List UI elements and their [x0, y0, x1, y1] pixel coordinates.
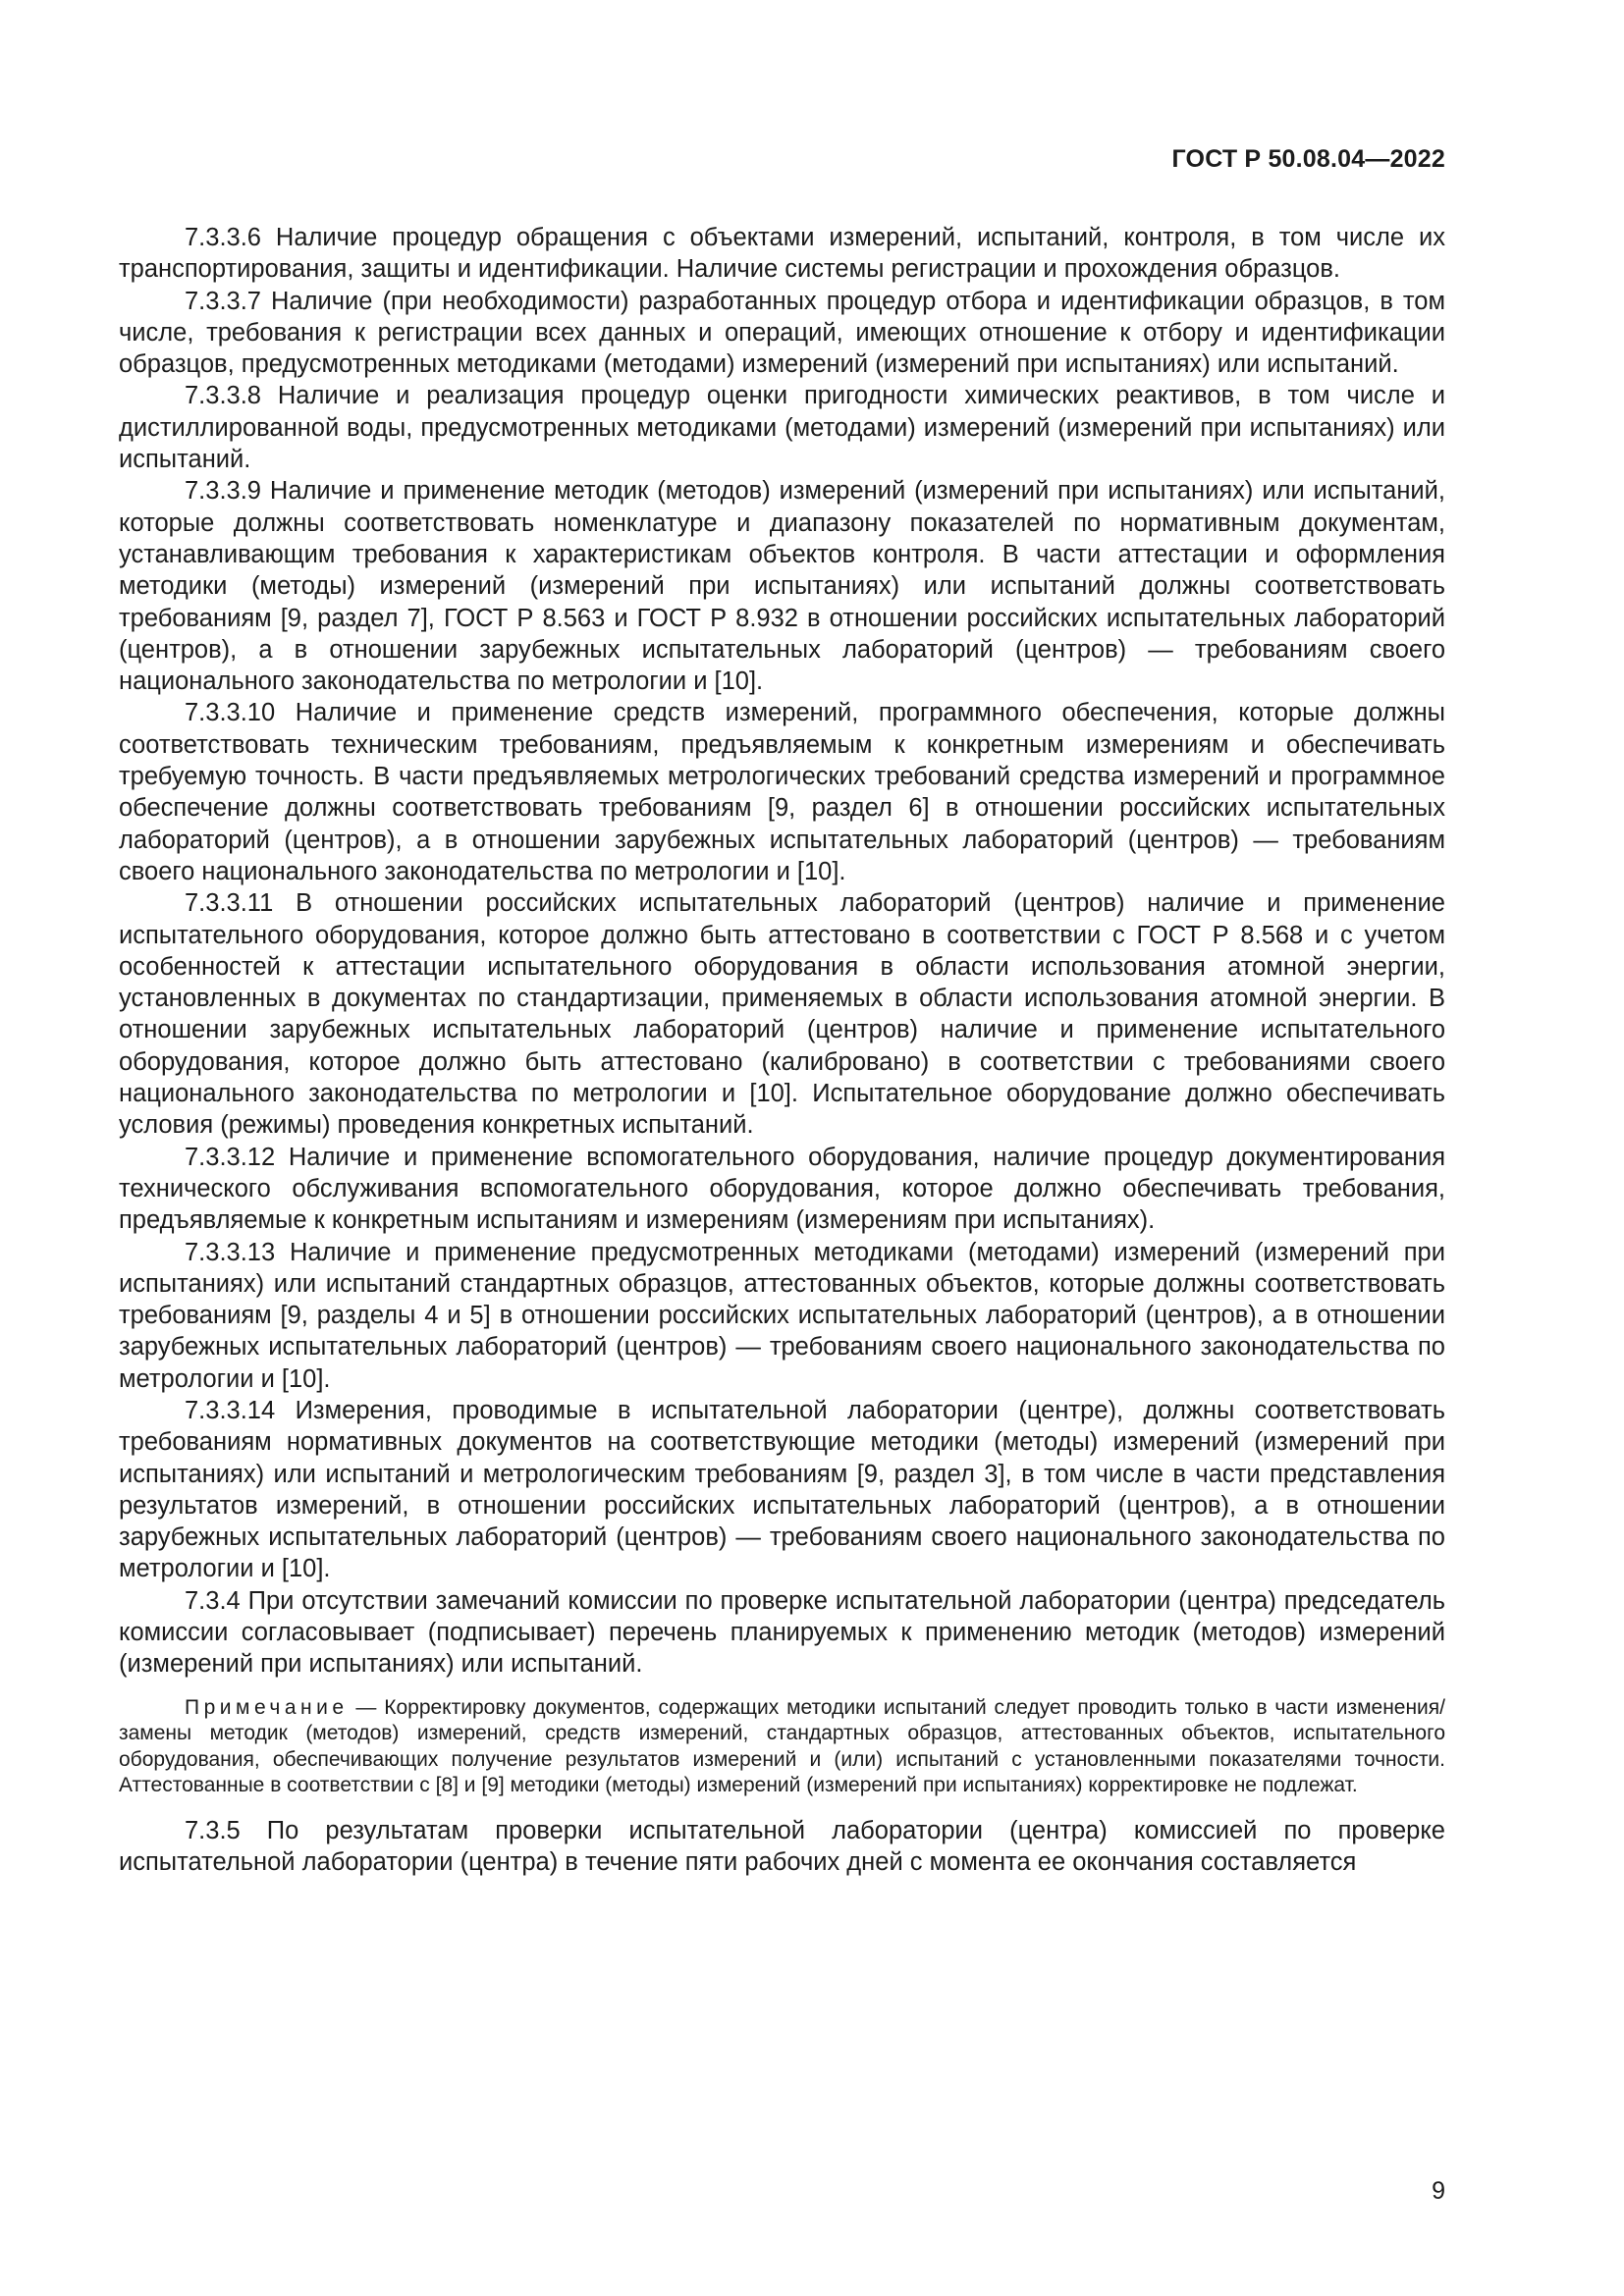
clause-7-3-5: 7.3.5 По результатам проверки испытательной лаборатории (центра) комиссией по проверке испытательной лаборатории (центра) в течение пяти рабочих дней с момента ее окончания составляется: [119, 1816, 1445, 1876]
note-label: Примечание: [185, 1695, 349, 1719]
note-text: — Корректировку документов, содержащих методики испытаний следует проводить только в части изменения/замены методик (методов) измерений, средств измерений, стандартных образцов, аттестованных объектов, испытательного оборудования, обеспечивающих получение результатов измерений и (или) испытаний с установленными показателями точности. Аттестованные в соответствии с [8] и [9] методики (методы) измерений (измерений при испытаниях) корректировке не подлежат.: [119, 1695, 1445, 1797]
document-header: ГОСТ Р 50.08.04—2022: [1171, 145, 1445, 173]
clause-7-3-3-7: 7.3.3.7 Наличие (при необходимости) разработанных процедур отбора и идентификации образцов, в том числе, требования к регистрации всех данных и операций, имеющих отношение к отбору и идентификации образцов, предусмотренных методиками (методами) измерений (измерений при испытаниях) или испытаний.: [119, 287, 1445, 379]
note: [119, 1695, 1445, 1799]
clause-7-3-4: 7.3.4 При отсутствии замечаний комиссии по проверке испытательной лаборатории (центра) председатель комиссии согласовывает (подписывает) перечень планируемых к применению методик (методов) измерений (измерений при испытаниях) или испытаний.: [119, 1586, 1445, 1679]
clause-7-3-3-14: 7.3.3.14 Измерения, проводимые в испытательной лаборатории (центре), должны соответствовать требованиям нормативных документов на соответствующие методики (методы) измерений (измерений при испытаниях) или испытаний и метрологическим требованиям [9, раздел 3], в том числе в части представления результатов измерений, в отношении российских испытательных лабораторий (центров), а в отношении зарубежных испытательных лабораторий (центров) — требованиям своего национального законодательства по метрологии и [10].: [119, 1396, 1445, 1583]
clause-7-3-3-13: 7.3.3.13 Наличие и применение предусмотренных методиками (методами) измерений (измерений при испытаниях) или испытаний стандартных образцов, аттестованных объектов, которые должны соответствовать требованиям [9, разделы 4 и 5] в отношении российских испытательных лабораторий (центров), а в отношении зарубежных испытательных лабораторий (центров) — требованиям своего национального законодательства по метрологии и [10].: [119, 1238, 1445, 1393]
clause-7-3-3-9: 7.3.3.9 Наличие и применение методик (методов) измерений (измерений при испытаниях) или испытаний, которые должны соответствовать номенклатуре и диапазону показателей по нормативным документам, устанавливающим требования к характеристикам объектов контроля. В части аттестации и оформления методики (методы) измерений (измерений при испытаниях) или испытаний должны соответствовать требованиям [9, раздел 7], ГОСТ Р 8.563 и ГОСТ Р 8.932 в отношении российских испытательных лабораторий (центров), а в отношении зарубежных испытательных лабораторий (центров) — требованиям своего национального законодательства по метрологии и [10].: [119, 477, 1445, 696]
clause-7-3-3-10: 7.3.3.10 Наличие и применение средств измерений, программного обеспечения, которые должны соответствовать техническим требованиям, предъявляемым к конкретным измерениям и обеспечивать требуемую точность. В части предъявляемых метрологических требований средства измерений и программное обеспечение должны соответствовать требованиям [9, раздел 6] в отношении российских испытательных лабораторий (центров), а в отношении зарубежных испытательных лабораторий (центров) — требованиям своего национального законодательства по метрологии и [10].: [119, 699, 1445, 885]
page-number: 9: [1432, 2177, 1445, 2205]
document-body: [119, 222, 1445, 1878]
clause-7-3-3-11: 7.3.3.11 В отношении российских испытательных лабораторий (центров) наличие и применение испытательного оборудования, которое должно быть аттестовано в соответствии с ГОСТ Р 8.568 и с учетом особенностей к аттестации испытательного оборудования в области использования атомной энергии, установленных в документах по стандартизации, применяемых в области использования атомной энергии. В отношении зарубежных испытательных лабораторий (центров) наличие и применение испытательного оборудования, которое должно быть аттестовано (калибровано) в соответствии с требованиями своего национального законодательства по метрологии и [10]. Испытательное оборудование должно обеспечивать условия (режимы) проведения конкретных испытаний.: [119, 889, 1445, 1140]
clause-7-3-3-12: 7.3.3.12 Наличие и применение вспомогательного оборудования, наличие процедур документирования технического обслуживания вспомогательного оборудования, которое должно обеспечивать требования, предъявляемые к конкретным испытаниям и измерениям (измерениям при испытаниях).: [119, 1143, 1445, 1235]
clause-7-3-3-6: 7.3.3.6 Наличие процедур обращения с объектами измерений, испытаний, контроля, в том числе их транспортирования, защиты и идентификации. Наличие системы регистрации и прохождения образцов.: [119, 224, 1445, 284]
clause-7-3-3-8: 7.3.3.8 Наличие и реализация процедур оценки пригодности химических реактивов, в том числе и дистиллированной воды, предусмотренных методиками (методами) измерений (измерений при испытаниях) или испытаний.: [119, 382, 1445, 474]
